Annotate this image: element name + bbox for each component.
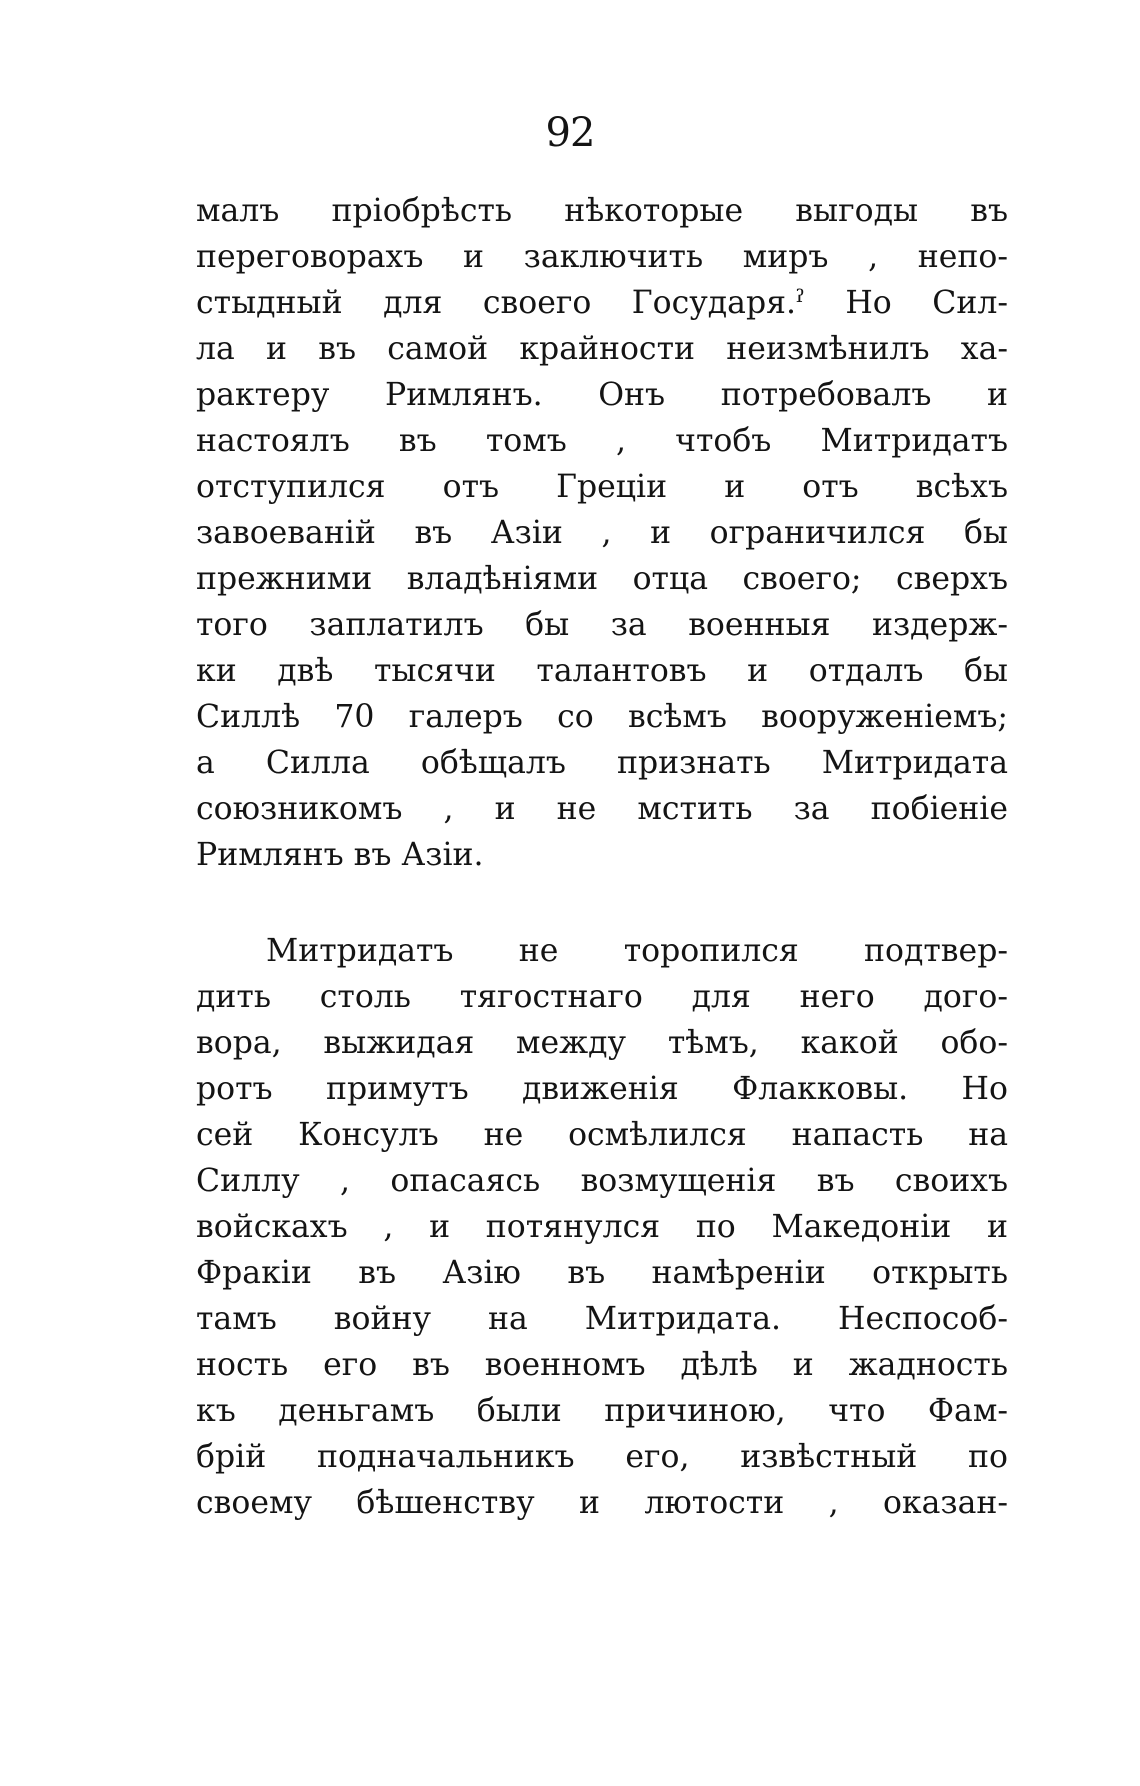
text-line: брiй подначальникъ его, извѣстный по — [196, 1439, 1008, 1475]
text-line: того заплатилъ бы за военныя издерж- — [196, 607, 1008, 643]
text-line: союзникомъ , и не мстить за побiенiе — [196, 791, 1008, 827]
text-line: настоялъ въ томъ , чтобъ Митридатъ — [196, 423, 1008, 459]
text-line: войскахъ , и потянулся по Македонiи и — [196, 1209, 1008, 1245]
text-line: сей Консулъ не осмѣлился напасть на — [196, 1117, 1008, 1153]
text-line: дить столь тягостнаго для него дого- — [196, 979, 1008, 1015]
paragraph-2 — [196, 928, 1008, 1526]
page-number: 92 — [545, 110, 595, 156]
text-line: Силлу , опасаясь возмущенiя въ своихъ — [196, 1163, 1008, 1199]
text-line: прежними владѣнiями отца своего; сверхъ — [196, 561, 1008, 597]
text-line: тамъ войну на Митридата. Неспособ- — [196, 1301, 1008, 1337]
text-line: отступился отъ Грецiи и отъ всѣхъ — [196, 469, 1008, 505]
text-line: Фракiи въ Азiю въ намѣренiи открыть — [196, 1255, 1008, 1291]
text-line: Римлянъ въ Азiи. — [196, 837, 484, 873]
text-line: Силлѣ 70 галеръ со всѣмъ вооруженiемъ; — [196, 699, 1008, 735]
text-line: вора, выжидая между тѣмъ, какой обо- — [196, 1025, 1008, 1061]
text-line: малъ прiобрѣсть нѣкоторые выгоды въ — [196, 193, 1008, 229]
text-line: ла и въ самой крайности неизмѣнилъ ха- — [196, 331, 1008, 367]
text-line: а Силла обѣщалъ признать Митридата — [196, 745, 1008, 781]
text-line: стыдный для своего Государя.ˀ Но Сил- — [196, 285, 1008, 321]
text-line: ротъ примутъ движенiя Флакковы. Но — [196, 1071, 1008, 1107]
text-line: переговорахъ и заключить миръ , непо- — [196, 239, 1008, 275]
text-line: рактеру Римлянъ. Онъ потребовалъ и — [196, 377, 1008, 413]
text-line: Митридатъ не торопился подтвер- — [266, 933, 1008, 969]
text-line: ки двѣ тысячи талантовъ и отдалъ бы — [196, 653, 1008, 689]
text-line: ность его въ военномъ дѣлѣ и жадность — [196, 1347, 1008, 1383]
text-line: своему бѣшенству и лютости , оказан- — [196, 1485, 1008, 1521]
paragraph-1 — [196, 188, 1008, 878]
text-line: завоеванiй въ Азiи , и ограничился бы — [196, 515, 1008, 551]
text-line: къ деньгамъ были причиною, что Фам- — [196, 1393, 1008, 1429]
